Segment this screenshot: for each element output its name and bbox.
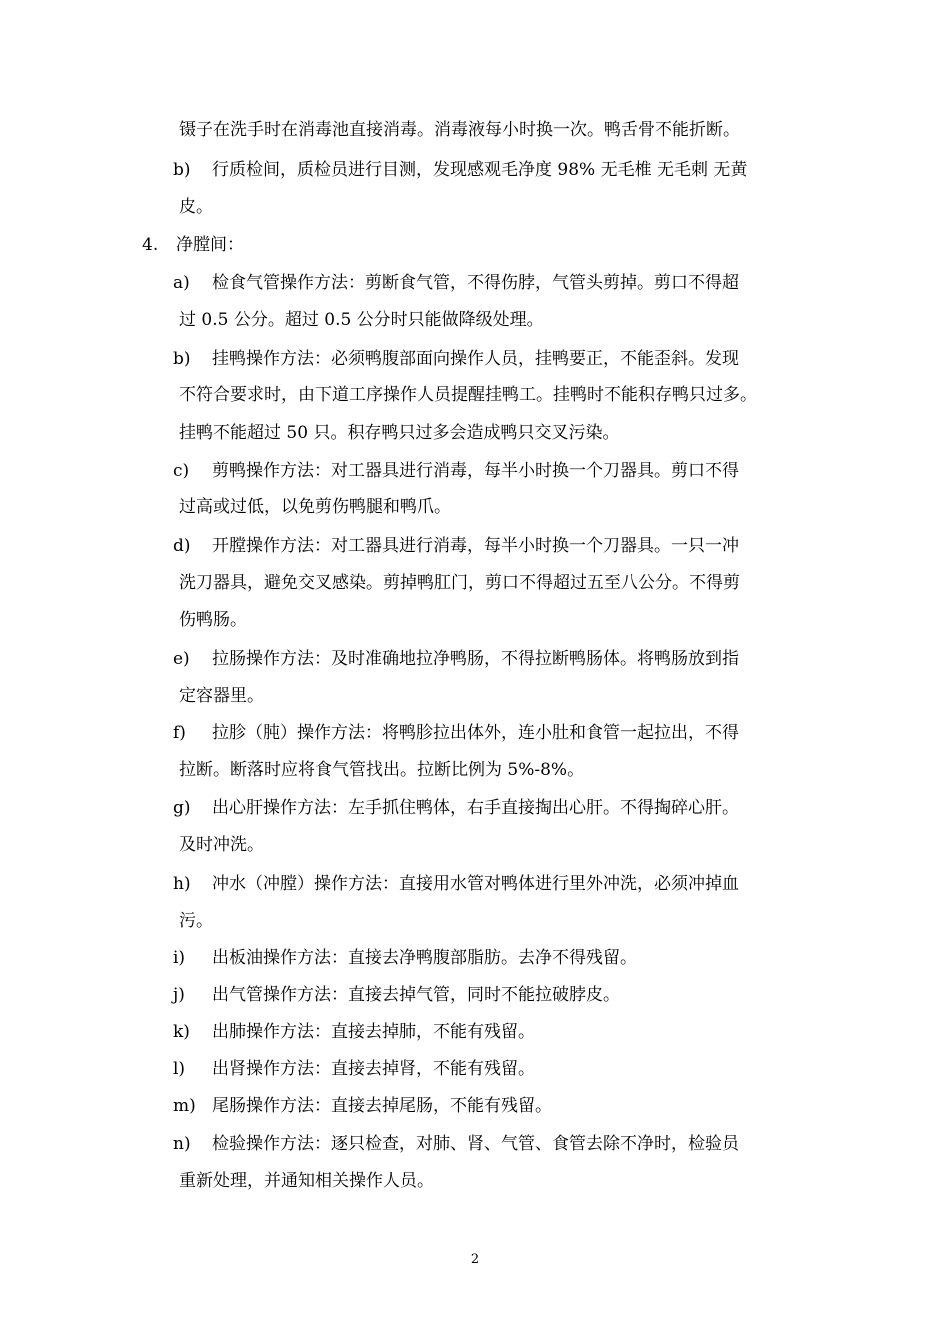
section-title: 净膛间： — [176, 235, 244, 255]
item-marker: k) — [173, 1022, 190, 1042]
item-text-line: 及时冲洗。 — [179, 835, 264, 855]
item-text-line: 过高或过低，以免剪伤鸭腿和鸭爪。 — [179, 497, 451, 517]
continuation-line: 镊子在洗手时在消毒池直接消毒。消毒液每小时换一次。鸭舌骨不能折断。 — [179, 120, 740, 140]
item-text-line: 剪鸭操作方法：对工器具进行消毒，每半小时换一个刀器具。剪口不得 — [212, 461, 739, 481]
item-text-line: 开膛操作方法：对工器具进行消毒，每半小时换一个刀器具。一只一冲 — [212, 536, 739, 556]
item-text-line: 拉断。断落时应将食气管找出。拉断比例为 5%-8%。 — [179, 760, 585, 780]
item-text-line: 定容器里。 — [179, 686, 264, 706]
item-text-line: 拉胗（肫）操作方法：将鸭胗拉出体外，连小肚和食管一起拉出，不得 — [212, 723, 739, 743]
item-text-line: 过 0.5 公分。超过 0.5 公分时只能做降级处理。 — [179, 310, 544, 330]
item-marker: h) — [173, 874, 191, 894]
item-marker: i) — [173, 948, 186, 968]
item-text-line: 挂鸭不能超过 50 只。积存鸭只过多会造成鸭只交叉污染。 — [179, 423, 620, 443]
item-marker: j) — [173, 985, 185, 1005]
item-text-line: 污。 — [179, 911, 213, 931]
item-marker: n) — [173, 1134, 191, 1154]
section-number: 4. — [142, 235, 159, 255]
item-marker: f) — [173, 723, 186, 743]
item-text-line: 出肾操作方法：直接去掉肾，不能有残留。 — [212, 1059, 535, 1079]
item-marker: e) — [173, 649, 190, 669]
item-marker: b) — [173, 349, 191, 369]
item-text-line: 洗刀器具，避免交叉感染。剪掉鸭肛门，剪口不得超过五至八公分。不得剪 — [179, 573, 740, 593]
item-marker: m) — [173, 1096, 196, 1116]
item-text-line: 皮。 — [179, 197, 213, 217]
item-text-line: 尾肠操作方法：直接去掉尾肠，不能有残留。 — [212, 1096, 552, 1116]
item-text-line: 检食气管操作方法：剪断食气管，不得伤脖，气管头剪掉。剪口不得超 — [212, 273, 739, 293]
item-text-line: 出心肝操作方法：左手抓住鸭体，右手直接掏出心肝。不得掏碎心肝。 — [212, 798, 739, 818]
item-marker: c) — [173, 461, 190, 481]
item-text-line: 检验操作方法：逐只检查，对肺、肾、气管、食管去除不净时，检验员 — [212, 1134, 739, 1154]
item-text-line: 出气管操作方法：直接去掉气管，同时不能拉破脖皮。 — [212, 985, 620, 1005]
page-number: 2 — [470, 1252, 480, 1267]
item-text-line: 冲水（冲膛）操作方法：直接用水管对鸭体进行里外冲洗，必须冲掉血 — [212, 874, 739, 894]
item-text-line: 挂鸭操作方法：必须鸭腹部面向操作人员，挂鸭要正，不能歪斜。发现 — [212, 349, 739, 369]
item-marker: b) — [173, 160, 191, 180]
item-marker: g) — [173, 798, 191, 818]
item-marker: l) — [173, 1059, 186, 1079]
item-text-line: 伤鸭肠。 — [179, 610, 247, 630]
item-text-line: 行质检间，质检员进行目测，发现感观毛净度 98% 无毛椎 无毛刺 无黄 — [212, 160, 748, 180]
item-text-line: 出肺操作方法：直接去掉肺，不能有残留。 — [212, 1022, 535, 1042]
item-marker: d) — [173, 536, 191, 556]
item-text-line: 拉肠操作方法：及时准确地拉净鸭肠，不得拉断鸭肠体。将鸭肠放到指 — [212, 649, 739, 669]
item-text-line: 不符合要求时，由下道工序操作人员提醒挂鸭工。挂鸭时不能积存鸭只过多。 — [179, 385, 757, 405]
item-text-line: 出板油操作方法：直接去净鸭腹部脂肪。去净不得残留。 — [212, 948, 637, 968]
item-text-line: 重新处理，并通知相关操作人员。 — [179, 1171, 434, 1191]
item-marker: a) — [173, 273, 190, 293]
